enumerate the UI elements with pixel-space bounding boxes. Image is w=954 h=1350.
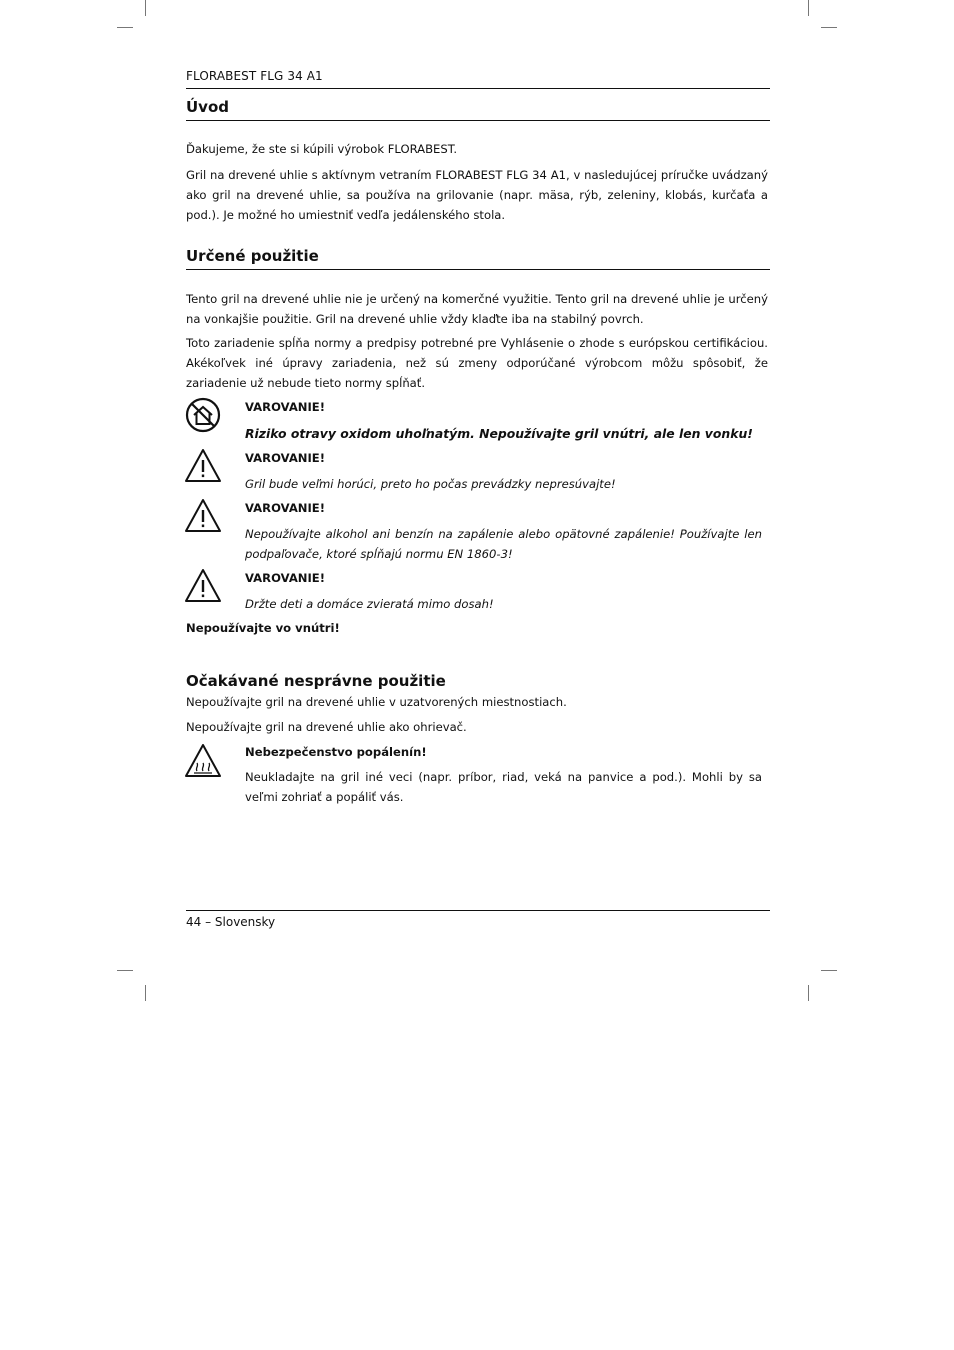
warning-title: VAROVANIE! [245,501,326,515]
crop-mark [117,27,133,28]
crop-mark [145,0,146,16]
misuse-paragraph-2: Nepoužívajte gril na drevené uhlie ako ohrievač. [186,720,467,734]
hot-surface-icon [184,742,222,780]
warning-text: Riziko otravy oxidom uhoľnatým. Nepoužívajte gril vnútri, ale len vonku! [245,426,753,441]
intro-paragraph-1: Ďakujeme, že ste si kúpili výrobok FLORABEST. [186,142,458,156]
crop-mark [145,985,146,1001]
intro-paragraph-2: Gril na drevené uhlie s aktívnym vetraním FLORABEST FLG 34 A1, v nasledujúcej príručke uvádzaný ako gril na drevené uhlie, sa používa na grilovanie (napr. mäsa, rýb, zeleniny, klobás, kurčaťa a pod.). Je možné ho umiestniť vedľa jedálenského stola. [186,168,768,222]
heading-underline [186,269,770,270]
footer-rule [186,910,770,911]
section-heading-misuse: Očakávané nesprávne použitie [186,672,446,690]
warning-title: VAROVANIE! [245,451,326,465]
running-header: FLORABEST FLG 34 A1 [186,69,323,83]
section-heading-intended-use: Určené použitie [186,247,319,265]
warning-title: VAROVANIE! [245,400,326,414]
crop-mark [821,970,837,971]
crop-mark [808,0,809,16]
no-indoor-use-icon [184,396,222,434]
warning-title: VAROVANIE! [245,571,326,585]
warning-text: Nepoužívajte alkohol ani benzín na zapálenie alebo opätovné zapálenie! Používajte len podpaľovače, ktoré spĺňajú normu EN 1860-3! [245,527,762,561]
warning-triangle-icon [184,447,222,485]
header-rule [186,88,770,89]
crop-mark [808,985,809,1001]
warning-text: Držte deti a domáce zvieratá mimo dosah! [245,597,494,611]
no-indoor-note: Nepoužívajte vo vnútri! [186,621,340,635]
crop-mark [117,970,133,971]
section-heading-intro: Úvod [186,98,230,116]
heading-underline [186,120,770,121]
page-number: 44 – Slovensky [186,915,276,929]
burn-warning-text: Neukladajte na gril iné veci (napr. príbor, riad, veká na panvice a pod.). Mohli by sa veľmi zohriať a popáliť vás. [245,770,762,804]
warning-text: Gril bude veľmi horúci, preto ho počas prevádzky nepresúvajte! [245,477,616,491]
intended-use-paragraph-1: Tento gril na drevené uhlie nie je určený na komerčné využitie. Tento gril na drevené uhlie je určený na vonkajšie použitie. Gril na drevené uhlie vždy klaďte iba na stabilný povrch. [186,292,768,326]
misuse-paragraph-1: Nepoužívajte gril na drevené uhlie v uzatvorených miestnostiach. [186,695,567,709]
warning-triangle-icon [184,567,222,605]
intended-use-paragraph-2: Toto zariadenie spĺňa normy a predpisy potrebné pre Vyhlásenie o zhode s európskou certifikáciou. Akékoľvek iné úpravy zariadenia, než sú zmeny odporúčané výrobcom môžu spôsobiť, že zariadenie už nebude tieto normy spĺňať. [186,336,768,390]
crop-mark [821,27,837,28]
burn-warning-title: Nebezpečenstvo popálenín! [245,745,427,759]
warning-triangle-icon [184,497,222,535]
